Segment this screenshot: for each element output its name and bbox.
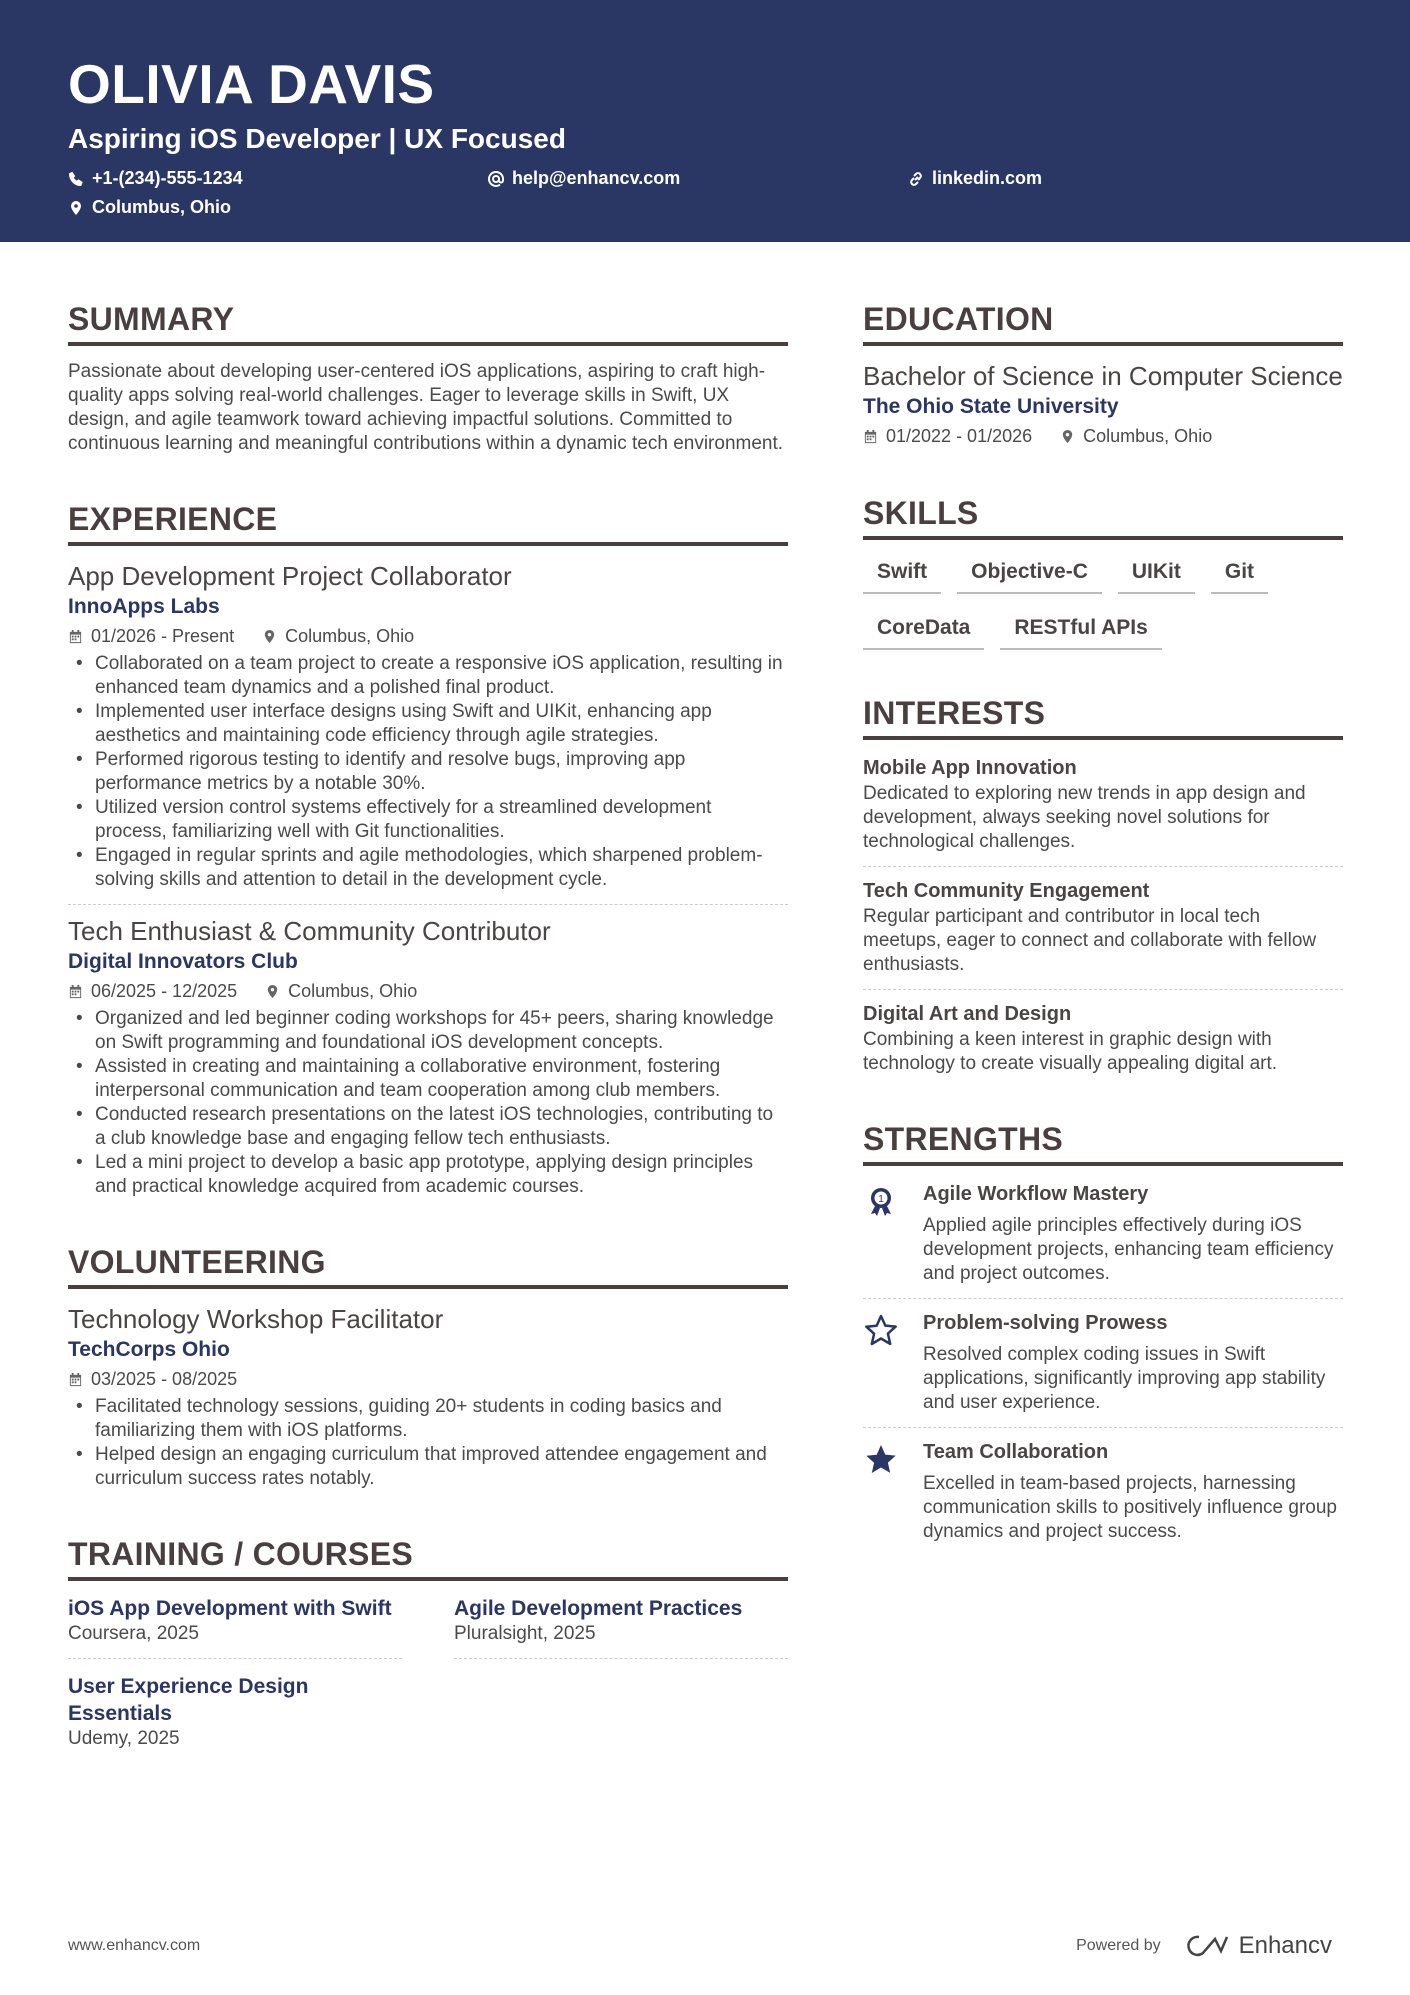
volunteer-role: Technology Workshop Facilitator	[68, 1304, 444, 1334]
link-icon	[908, 171, 924, 187]
location: Columbus, Ohio	[288, 981, 418, 1001]
left-column	[68, 300, 788, 1821]
footer	[68, 1932, 1332, 1960]
job-role: Tech Enthusiast & Community Contributor	[68, 916, 551, 946]
section-title: EXPERIENCE	[68, 500, 788, 546]
interest-name: Digital Art and Design	[863, 1003, 1072, 1025]
strength-item	[863, 1180, 1343, 1286]
skill-tag: Swift	[863, 554, 941, 594]
calendar-icon	[68, 629, 83, 644]
summary-text: Passionate about developing user-centered iOS applications, aspiring to craft high-quality apps solving real-world challenges. Eager to leverage skills in Swift, UX design, and agile teamwork toward achieving impactful solutions. Committed to continuous learning and meaningful contributions within a dynamic tech environment.	[68, 361, 784, 454]
svg-text:1: 1	[878, 1194, 884, 1205]
bullet: • Conducted research presentations on the latest iOS technologies, contributing to a club knowledge base and engaging fellow tech enthusiasts.	[68, 1103, 788, 1151]
skills-section	[863, 494, 1343, 650]
divider	[863, 866, 1343, 867]
section-title: TRAINING / COURSES	[68, 1535, 788, 1581]
candidate-name: OLIVIA DAVIS	[68, 53, 435, 115]
website-link[interactable]: www.enhancv.com	[68, 1937, 201, 1954]
enhancv-logo[interactable]	[1185, 1932, 1332, 1960]
interest-item	[863, 1000, 1343, 1076]
divider	[863, 1427, 1343, 1428]
strength-text: Applied agile principles effectively during iOS development projects, enhancing team efficiency and project outcomes.	[923, 1215, 1334, 1284]
job-role: App Development Project Collaborator	[68, 561, 512, 591]
experience-entry	[68, 915, 788, 1199]
skill-tag: Objective-C	[957, 554, 1102, 594]
divider	[863, 989, 1343, 990]
strength-item	[863, 1438, 1343, 1544]
course-name: User Experience Design Essentials	[68, 1675, 309, 1725]
company-name: InnoApps Labs	[68, 595, 220, 618]
bullet: • Facilitated technology sessions, guiding 20+ students in coding basics and familiarizing them with iOS platforms.	[68, 1395, 788, 1443]
star-outline-icon	[863, 1313, 899, 1349]
interest-name: Mobile App Innovation	[863, 757, 1077, 779]
phone-text: +1-(234)-555-1234	[92, 168, 243, 188]
strength-text: Excelled in team-based projects, harnessing communication skills to positively influence group dynamics and project success.	[923, 1473, 1337, 1542]
contact-phone	[68, 164, 488, 193]
email-link[interactable]: help@enhancv.com	[512, 168, 681, 188]
powered-by-label: Powered by	[1076, 1937, 1161, 1954]
dates: 01/2026 - Present	[91, 626, 235, 646]
location: Columbus, Ohio	[1083, 426, 1213, 446]
interest-text: Regular participant and contributor in local tech meetups, eager to connect and collaborate with fellow enthusiasts.	[863, 906, 1317, 975]
at-icon	[488, 171, 504, 187]
calendar-icon	[68, 1372, 83, 1387]
bullet: • Led a mini project to develop a basic app prototype, applying design principles and practical knowledge acquired from academic courses.	[68, 1151, 788, 1199]
bullet: • Collaborated on a team project to create a responsive iOS application, resulting in enhanced team dynamics and a polished final product.	[68, 652, 788, 700]
brand-name: Enhancv	[1238, 1932, 1332, 1959]
skill-tag: Git	[1211, 554, 1268, 594]
bullet: • Helped design an engaging curriculum that improved attendee engagement and curriculum success rates notably.	[68, 1443, 788, 1491]
skill-tag: RESTful APIs	[1000, 610, 1161, 650]
interest-text: Combining a keen interest in graphic design with technology to create visually appealing digital art.	[863, 1029, 1278, 1074]
experience-entry	[68, 560, 788, 892]
location-text: Columbus, Ohio	[92, 197, 231, 217]
linkedin-link[interactable]: linkedin.com	[932, 168, 1043, 188]
volunteering-section	[68, 1243, 788, 1491]
resume-header	[0, 0, 1410, 242]
enhancv-logo-icon	[1185, 1933, 1231, 1959]
section-title: VOLUNTEERING	[68, 1243, 788, 1289]
strength-name: Agile Workflow Mastery	[923, 1183, 1149, 1205]
section-title: STRENGTHS	[863, 1120, 1343, 1166]
course-source: Pluralsight, 2025	[454, 1623, 596, 1644]
candidate-title: Aspiring iOS Developer | UX Focused	[68, 123, 566, 154]
divider	[68, 904, 788, 905]
strength-name: Team Collaboration	[923, 1441, 1109, 1463]
course-item	[68, 1673, 402, 1763]
interests-section	[863, 694, 1343, 1076]
interest-item	[863, 877, 1343, 977]
divider	[863, 1298, 1343, 1299]
course-source: Coursera, 2025	[68, 1623, 199, 1644]
section-title: SKILLS	[863, 494, 1343, 540]
location-pin-icon	[262, 629, 277, 644]
bullet: • Assisted in creating and maintaining a collaborative environment, fostering interpersonal communication and team cooperation among club members.	[68, 1055, 788, 1103]
interest-name: Tech Community Engagement	[863, 880, 1150, 902]
course-name: Agile Development Practices	[454, 1597, 743, 1620]
bullet: • Utilized version control systems effectively for a streamlined development process, familiarizing well with Git functionalities.	[68, 796, 788, 844]
company-name: Digital Innovators Club	[68, 950, 298, 973]
location-pin-icon	[1060, 429, 1075, 444]
strength-name: Problem-solving Prowess	[923, 1312, 1168, 1334]
contact-location	[68, 193, 488, 222]
organization-name: TechCorps Ohio	[68, 1338, 230, 1361]
location: Columbus, Ohio	[285, 626, 415, 646]
section-title: INTERESTS	[863, 694, 1343, 740]
course-item	[68, 1595, 402, 1659]
award-ribbon-icon	[863, 1184, 899, 1220]
bullet: • Organized and led beginner coding workshops for 45+ peers, sharing knowledge on Swift programming and foundational iOS development concepts.	[68, 1007, 788, 1055]
interest-text: Dedicated to exploring new trends in app design and development, always seeking novel solutions for technological challenges.	[863, 783, 1306, 852]
right-column	[863, 300, 1343, 1588]
summary-section	[68, 300, 788, 456]
calendar-icon	[68, 984, 83, 999]
skill-tag: CoreData	[863, 610, 984, 650]
strengths-section	[863, 1120, 1343, 1544]
contact-email[interactable]	[488, 164, 908, 193]
bullet: • Implemented user interface designs using Swift and UIKit, enhancing app aesthetics and maintaining code efficiency through agile strategies.	[68, 700, 788, 748]
interest-item	[863, 754, 1343, 854]
section-title: SUMMARY	[68, 300, 788, 346]
location-pin-icon	[68, 200, 84, 216]
skill-tag: UIKit	[1118, 554, 1195, 594]
course-item	[454, 1595, 788, 1659]
training-section	[68, 1535, 788, 1777]
contact-link[interactable]	[908, 164, 1328, 193]
course-source: Udemy, 2025	[68, 1728, 180, 1749]
bullet: • Performed rigorous testing to identify and resolve bugs, improving app performance metrics by a notable 30%.	[68, 748, 788, 796]
strength-item	[863, 1309, 1343, 1415]
dates: 01/2022 - 01/2026	[886, 426, 1033, 446]
strength-text: Resolved complex coding issues in Swift applications, significantly improving app stability and user experience.	[923, 1344, 1326, 1413]
dates: 03/2025 - 08/2025	[91, 1369, 238, 1389]
experience-section	[68, 500, 788, 1199]
location-pin-icon	[265, 984, 280, 999]
star-filled-icon	[863, 1442, 899, 1478]
school-name: The Ohio State University	[863, 395, 1119, 418]
section-title: EDUCATION	[863, 300, 1343, 346]
education-section	[863, 300, 1343, 450]
calendar-icon	[863, 429, 878, 444]
bullet: • Engaged in regular sprints and agile methodologies, which sharpened problem-solving skills and attention to detail in the development cycle.	[68, 844, 788, 892]
course-name: iOS App Development with Swift	[68, 1597, 392, 1620]
phone-icon	[68, 171, 84, 187]
degree: Bachelor of Science in Computer Science	[863, 361, 1343, 391]
dates: 06/2025 - 12/2025	[91, 981, 238, 1001]
